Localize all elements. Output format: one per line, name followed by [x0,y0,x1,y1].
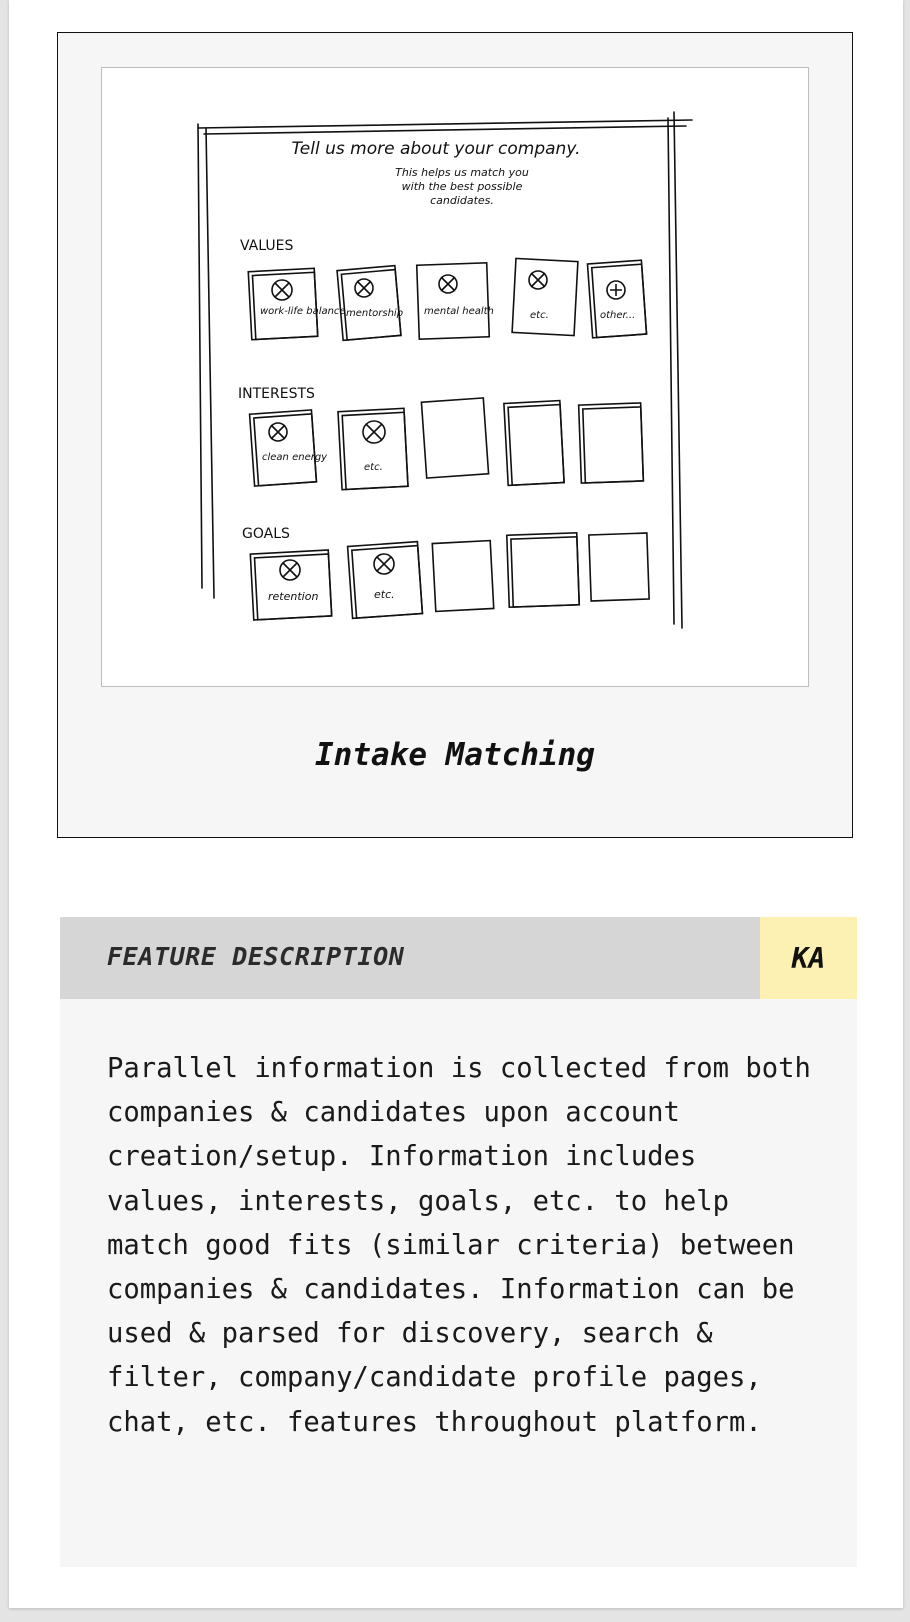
sketch-tile-label: clean energy [262,452,328,463]
feature-header [60,917,760,999]
sketch-tile-label: etc. [374,588,395,601]
sketch-heading: Tell us more about your company. [291,139,581,159]
sketch-subheading-line: candidates. [430,194,494,207]
feature-description-panel [60,917,857,1567]
feature-description-text: Parallel information is collected from both companies & candidates upon account creation/setup. Information includes values, interests, goals, etc. to help match good fits (similar criteria) between companies & candidates. Information can be used & parsed for discovery, search & filter, company/candidate profile pages, chat, etc. features throughout platform. [107,1053,811,1438]
sketch-tile-label: mentorship [346,308,404,319]
sketch-tile-label: etc. [530,310,549,321]
sketch-tile-label: other... [600,310,636,321]
sketch-subheading-line: This helps us match you [395,166,529,179]
feature-title: FEATURE DESCRIPTION [107,942,405,971]
sketch-subheading-line: with the best possible [401,180,523,193]
sketch-drawing [102,68,809,687]
wireframe-sketch [101,67,809,687]
sketch-tile-label: work-life balance [260,306,346,317]
author-badge: KA [760,917,857,999]
sketch-tile-label: etc. [364,462,383,473]
page-sheet [9,0,903,1608]
sketch-section-label: GOALS [242,526,290,542]
feature-card [57,32,853,838]
card-caption: Intake Matching [315,737,595,773]
sketch-tile-label: retention [268,590,319,603]
sketch-section-label: INTERESTS [238,386,315,402]
sketch-tile-label: mental health [424,306,494,317]
sketch-section-label: VALUES [240,238,294,254]
